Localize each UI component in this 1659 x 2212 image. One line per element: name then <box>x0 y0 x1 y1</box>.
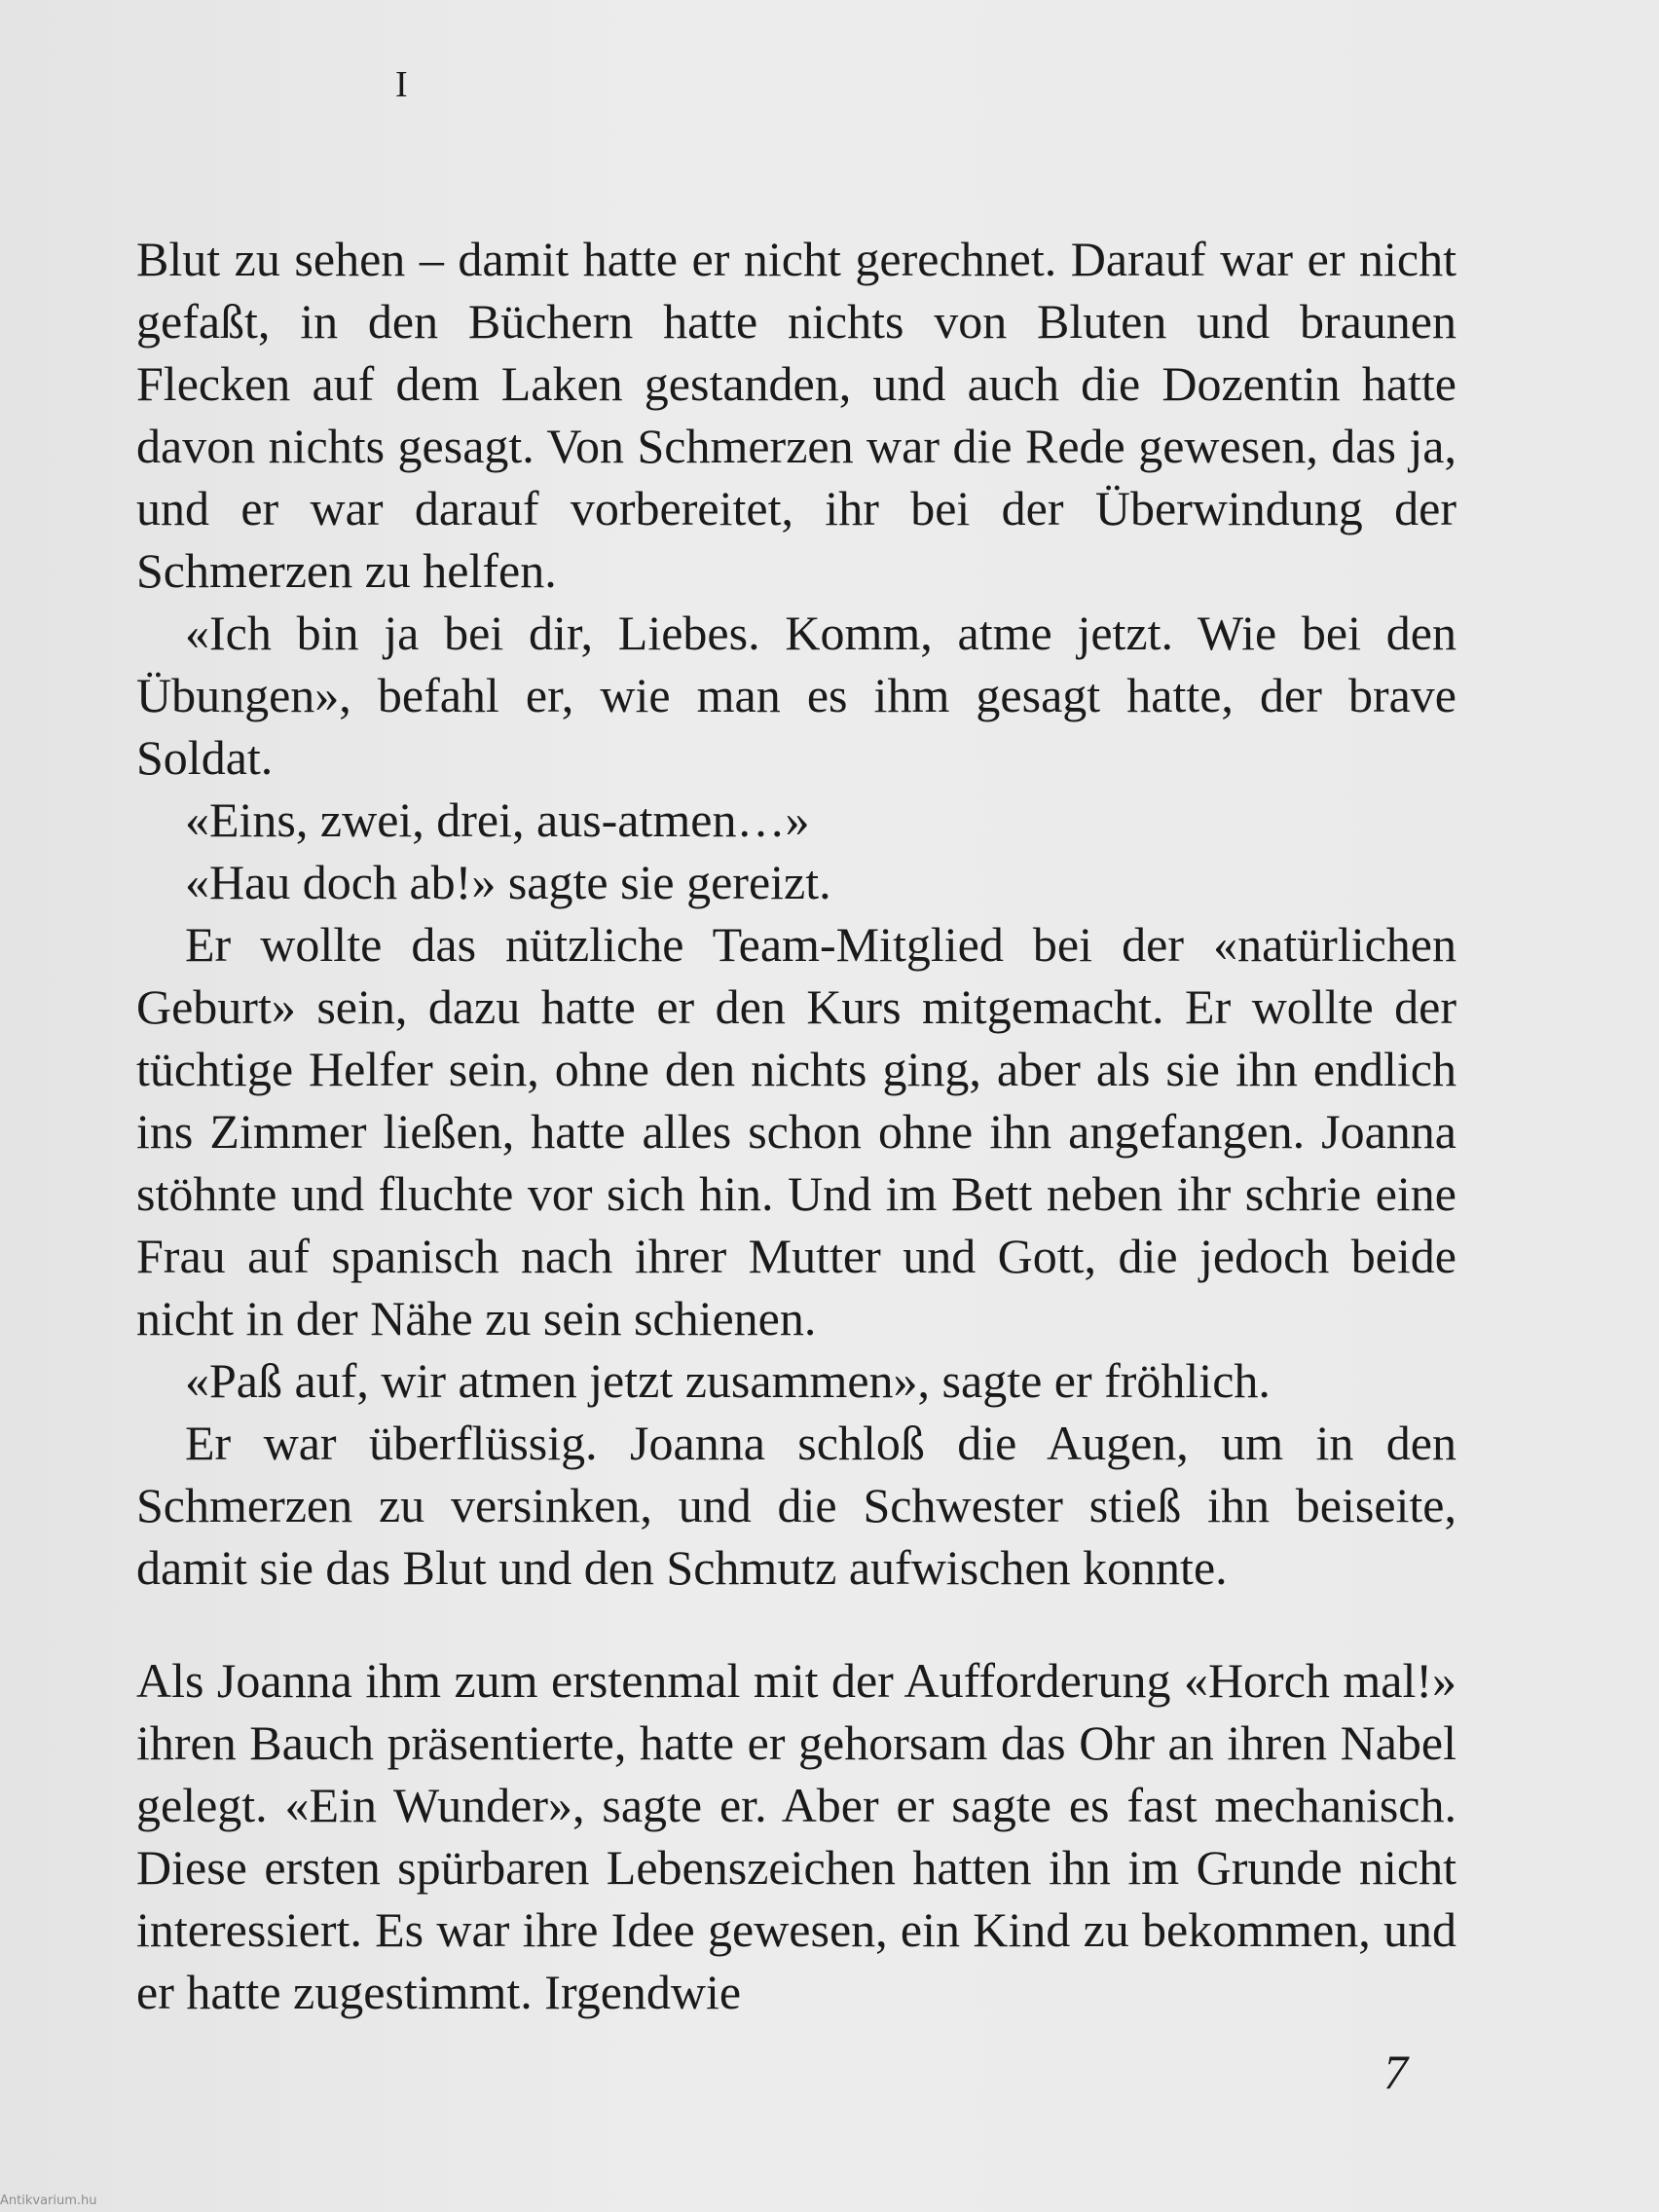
paragraph: «Hau doch ab!» sagte sie gereizt. <box>185 855 831 909</box>
paragraph: «Ich bin ja bei dir, Liebes. Komm, atme jetzt. Wie bei den Übungen», befahl er, wie man es ihm gesagt hatte, der brave Soldat. <box>136 606 1456 785</box>
text-section-2 <box>136 1649 1456 2023</box>
paragraph: Er wollte das nützliche Team-Mitglied bei der «natürlichen Geburt» sein, dazu hatte er den Kurs mitgemacht. Er wollte der tüchtige Helfer sein, ohne den nichts ging, aber als sie ihn endlich ins Zimmer ließen, hatte alles schon ohne ihn angefangen. Joanna stöhnte und fluchte vor sich hin. Und im Bett neben ihr schrie eine Frau auf spanisch nach ihrer Mutter und Gott, die jedoch beide nicht in der Nähe zu sein schienen. <box>136 917 1456 1346</box>
watermark: Antikvarium.hu <box>0 2194 97 2208</box>
paragraph: Blut zu sehen – damit hatte er nicht gerechnet. Darauf war er nicht gefaßt, in den Büchern hatte nichts von Bluten und braunen Flecken auf dem Laken gestanden, und auch die Dozentin hatte davon nichts gesagt. Von Schmerzen war die Rede gewesen, das ja, und er war darauf vorbereitet, ihr bei der Überwindung der Schmerzen zu helfen. <box>136 232 1456 598</box>
paragraph: Als Joanna ihm zum erstenmal mit der Aufforderung «Horch mal!» ihren Bauch präsentierte, hatte er gehorsam das Ohr an ihren Nabel gelegt. «Ein Wunder», sagte er. Aber er sagte es fast mechanisch. Diese ersten spürbaren Lebenszeichen hatten ihn im Grunde nicht interessiert. Es war ihre Idee gewesen, ein Kind zu bekommen, und er hatte zugestimmt. Irgendwie <box>136 1653 1456 2019</box>
paragraph: «Paß auf, wir atmen jetzt zusammen», sagte er fröhlich. <box>185 1353 1271 1408</box>
chapter-number: I <box>395 64 408 105</box>
page-number: 7 <box>1383 2045 1408 2099</box>
paragraph: Er war überflüssig. Joanna schloß die Augen, um in den Schmerzen zu versinken, und die Schwester stieß ihn beiseite, damit sie das Blut und den Schmutz aufwischen konnte. <box>136 1416 1456 1595</box>
paragraph: «Eins, zwei, drei, aus-atmen…» <box>185 793 810 847</box>
text-section-1 <box>136 228 1456 1599</box>
